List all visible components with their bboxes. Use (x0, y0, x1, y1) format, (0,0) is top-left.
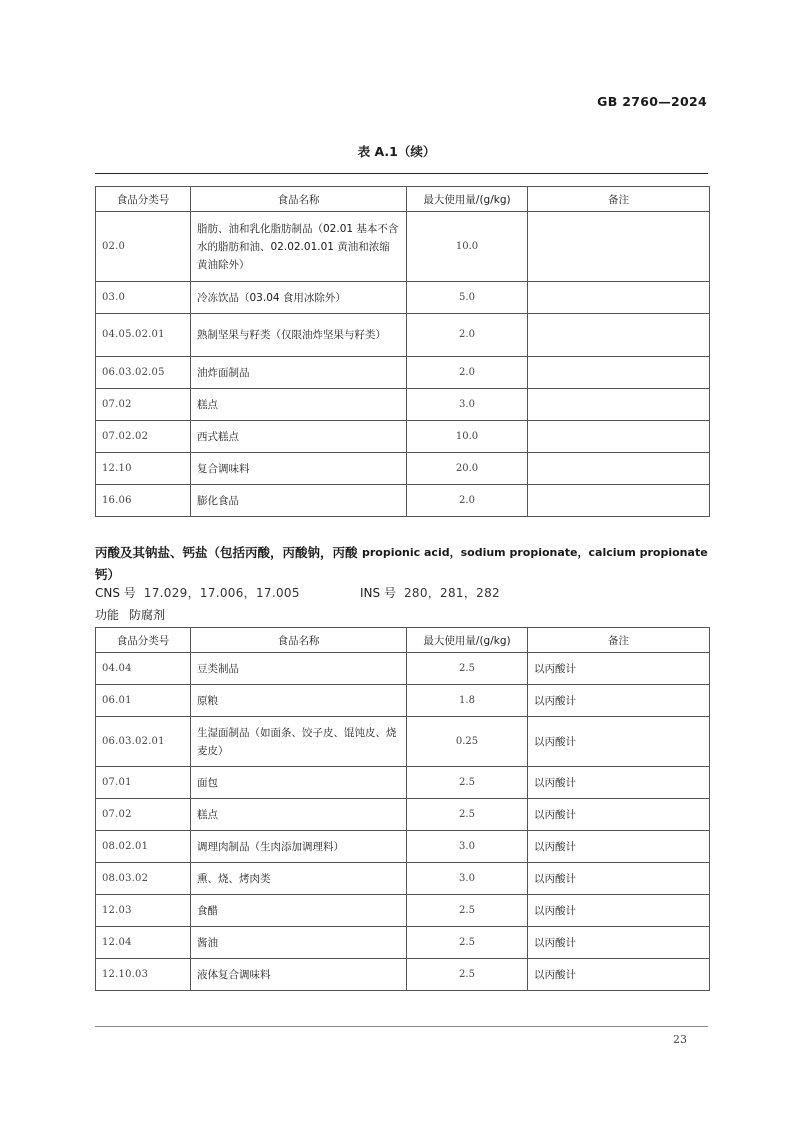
max-dose-cell: 5.0 (407, 282, 528, 314)
header-food-name: 食品名称 (191, 187, 407, 212)
max-dose-cell: 2.0 (407, 314, 528, 357)
table-row (96, 959, 710, 991)
table-top-rule (95, 173, 708, 174)
remark-cell (528, 453, 710, 485)
max-dose-cell: 2.0 (407, 485, 528, 517)
max-dose-cell: 2.5 (407, 799, 528, 831)
remark-cell: 以丙酸计 (528, 863, 710, 895)
food-category-code-cell: 12.10 (96, 453, 191, 485)
food-name-cell: 冷冻饮品（03.04 食用冰除外） (191, 282, 407, 314)
header-food-category-code: 食品分类号 (96, 628, 191, 653)
max-dose-cell: 20.0 (407, 453, 528, 485)
remark-cell: 以丙酸计 (528, 653, 710, 685)
table-row (96, 831, 710, 863)
table-row (96, 653, 710, 685)
additive-usage-table-2 (95, 627, 710, 991)
remark-cell: 以丙酸计 (528, 799, 710, 831)
table-2-body (96, 653, 710, 991)
food-category-code-cell: 06.03.02.01 (96, 717, 191, 767)
function-line (95, 606, 165, 623)
table-1-body (96, 212, 710, 517)
table-row (96, 685, 710, 717)
food-name-cell: 糕点 (191, 389, 407, 421)
remark-cell: 以丙酸计 (528, 685, 710, 717)
food-category-code-cell: 12.03 (96, 895, 191, 927)
page-number: 23 (673, 1033, 687, 1046)
food-category-code-cell: 07.02 (96, 799, 191, 831)
header-remark: 备注 (528, 628, 710, 653)
max-dose-cell: 2.5 (407, 767, 528, 799)
food-name-cell: 面包 (191, 767, 407, 799)
food-name-cell: 生湿面制品（如面条、饺子皮、馄饨皮、烧麦皮） (191, 717, 407, 767)
cns-value: 17.029，17.006，17.005 (143, 586, 300, 600)
table-row (96, 314, 710, 357)
additive-name-english: propionic acid，sodium propionate，calcium propionate (362, 546, 708, 559)
food-name-cell: 西式糕点 (191, 421, 407, 453)
food-name-cell: 熏、烧、烤肉类 (191, 863, 407, 895)
remark-cell (528, 389, 710, 421)
food-name-cell: 豆类制品 (191, 653, 407, 685)
max-dose-cell: 1.8 (407, 685, 528, 717)
remark-cell (528, 212, 710, 282)
table-header-row (96, 187, 710, 212)
cns-number-line (95, 584, 300, 601)
food-name-cell: 熟制坚果与籽类（仅限油炸坚果与籽类） (191, 314, 407, 357)
additive-name-chinese: 丙酸及其钠盐、钙盐（包括丙酸，丙酸钠，丙酸钙） (95, 545, 358, 582)
table-row (96, 927, 710, 959)
table-row (96, 389, 710, 421)
header-food-name: 食品名称 (191, 628, 407, 653)
max-dose-cell: 2.5 (407, 959, 528, 991)
table-row (96, 421, 710, 453)
max-dose-cell: 10.0 (407, 212, 528, 282)
food-name-cell: 液体复合调味料 (191, 959, 407, 991)
remark-cell: 以丙酸计 (528, 717, 710, 767)
remark-cell: 以丙酸计 (528, 767, 710, 799)
food-name-cell: 复合调味料 (191, 453, 407, 485)
cns-label: CNS 号 (95, 586, 136, 600)
max-dose-cell: 2.0 (407, 357, 528, 389)
max-dose-cell: 10.0 (407, 421, 528, 453)
header-food-category-code: 食品分类号 (96, 187, 191, 212)
food-category-code-cell: 07.01 (96, 767, 191, 799)
food-name-cell: 油炸面制品 (191, 357, 407, 389)
food-category-code-cell: 16.06 (96, 485, 191, 517)
food-name-cell: 糕点 (191, 799, 407, 831)
max-dose-cell: 2.5 (407, 653, 528, 685)
max-dose-cell: 3.0 (407, 831, 528, 863)
food-name-cell: 脂肪、油和乳化脂肪制品（02.01 基本不含水的脂肪和油、02.02.01.01 黄油和浓缩黄油除外） (191, 212, 407, 282)
remark-cell: 以丙酸计 (528, 831, 710, 863)
food-category-code-cell: 04.04 (96, 653, 191, 685)
max-dose-cell: 3.0 (407, 863, 528, 895)
remark-cell: 以丙酸计 (528, 895, 710, 927)
function-label: 功能 (95, 608, 120, 622)
max-dose-cell: 2.5 (407, 895, 528, 927)
food-category-code-cell: 12.10.03 (96, 959, 191, 991)
max-dose-cell: 0.25 (407, 717, 528, 767)
food-category-code-cell: 06.01 (96, 685, 191, 717)
table-row (96, 895, 710, 927)
table-row (96, 767, 710, 799)
food-category-code-cell: 03.0 (96, 282, 191, 314)
ins-label: INS 号 (360, 586, 396, 600)
table-row (96, 282, 710, 314)
table-title: 表 A.1（续） (357, 144, 436, 159)
food-category-code-cell: 06.03.02.05 (96, 357, 191, 389)
max-dose-cell: 2.5 (407, 927, 528, 959)
max-dose-cell: 3.0 (407, 389, 528, 421)
food-name-cell: 调理肉制品（生肉添加调理料） (191, 831, 407, 863)
food-category-code-cell: 08.02.01 (96, 831, 191, 863)
footer-rule (95, 1026, 708, 1027)
remark-cell: 以丙酸计 (528, 927, 710, 959)
food-category-code-cell: 02.0 (96, 212, 191, 282)
table-row (96, 717, 710, 767)
header-max-dose: 最大使用量/(g/kg) (407, 187, 528, 212)
remark-cell: 以丙酸计 (528, 959, 710, 991)
additive-usage-table-1 (95, 186, 710, 517)
food-category-code-cell: 07.02 (96, 389, 191, 421)
table-row (96, 357, 710, 389)
function-value: 防腐剂 (129, 608, 166, 622)
table-row (96, 863, 710, 895)
food-category-code-cell: 12.04 (96, 927, 191, 959)
ins-number-line (360, 584, 500, 601)
remark-cell (528, 357, 710, 389)
food-name-cell: 膨化食品 (191, 485, 407, 517)
remark-cell (528, 282, 710, 314)
standard-code: GB 2760—2024 (597, 94, 707, 109)
food-name-cell: 酱油 (191, 927, 407, 959)
remark-cell (528, 314, 710, 357)
header-max-dose: 最大使用量/(g/kg) (407, 628, 528, 653)
table-header-row (96, 628, 710, 653)
food-category-code-cell: 04.05.02.01 (96, 314, 191, 357)
table-row (96, 799, 710, 831)
header-remark: 备注 (528, 187, 710, 212)
table-row (96, 212, 710, 282)
food-name-cell: 原粮 (191, 685, 407, 717)
food-category-code-cell: 07.02.02 (96, 421, 191, 453)
ins-value: 280，281，282 (403, 586, 500, 600)
food-category-code-cell: 08.03.02 (96, 863, 191, 895)
food-name-cell: 食醋 (191, 895, 407, 927)
remark-cell (528, 485, 710, 517)
table-row (96, 485, 710, 517)
table-row (96, 453, 710, 485)
remark-cell (528, 421, 710, 453)
